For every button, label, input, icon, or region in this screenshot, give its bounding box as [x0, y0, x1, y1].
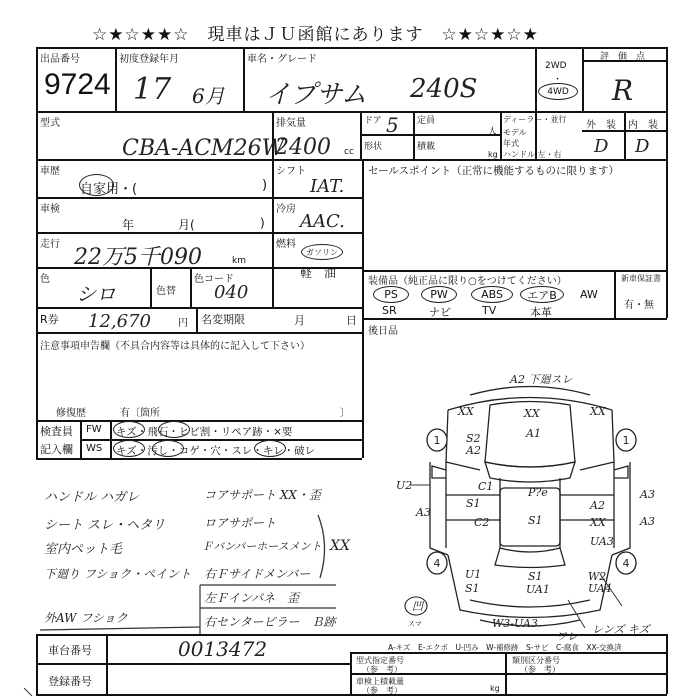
capacity-kg: kg	[490, 684, 500, 693]
shape-label: 形状	[364, 142, 383, 152]
remark-3: 室内ペット毛	[44, 542, 123, 557]
svg-text:凹: 凹	[412, 600, 423, 613]
int-label: 内 装	[628, 120, 658, 131]
ext-value: D	[594, 136, 609, 157]
class-no-label: 類別区分番号	[512, 656, 560, 665]
capacity-ref: （参 考）	[362, 686, 402, 695]
inspection-label: 車検	[40, 204, 60, 215]
eval-label: 評 価 点	[600, 52, 646, 62]
sales-label: セールスポイント（正常に機能するものに限ります）	[368, 165, 620, 177]
svg-text:S2: S2	[466, 432, 481, 445]
shift-value: IAT.	[310, 176, 345, 197]
model-label: モデル	[503, 128, 527, 137]
svg-text:A3: A3	[640, 515, 655, 528]
damage-legend: A-キズ E-エクボ U-凹み W-補修跡 S-サビ C-腐食 XX-交換済	[388, 643, 622, 652]
remark-4: 下廻り フショク・ペイント	[44, 567, 192, 581]
svg-text:XX: XX	[458, 405, 474, 418]
ac-value: AAC.	[300, 211, 345, 232]
guarantee-value: 有・無	[624, 300, 654, 311]
capacity-label: 車検上積載量	[356, 677, 404, 686]
int-value: D	[635, 136, 650, 157]
svg-text:S1: S1	[465, 582, 480, 595]
deadline-day: 日	[346, 314, 357, 327]
inspector-ws: WS	[86, 443, 103, 454]
lot-number: 9724	[44, 68, 111, 101]
lot-label: 出品番号	[40, 54, 80, 65]
remark-7: Ｆバンパーホースメント	[202, 540, 322, 553]
chassis-label: 車台番号	[48, 644, 92, 657]
svg-text:S1: S1	[528, 570, 543, 583]
history-value: 自家用・(	[80, 182, 138, 197]
model-name: イプサム	[265, 80, 367, 110]
color-value: シロ	[76, 282, 116, 306]
eval-value: R	[612, 74, 634, 107]
repair-close: 〕	[340, 408, 350, 419]
registration-label: 登録番号	[48, 675, 92, 688]
year-label: 年式	[503, 139, 519, 148]
type-no-ref: （参 考）	[362, 665, 402, 674]
class-no-ref: （参 考）	[520, 665, 560, 674]
svg-text:A2: A2	[466, 444, 481, 457]
kg-unit: kg	[488, 150, 498, 159]
fuel-value: ガソリン	[301, 244, 343, 260]
wd-dot: ・	[553, 75, 563, 85]
deadline-label: 名変期限	[201, 313, 245, 326]
equip-sr: SR	[382, 304, 397, 317]
svg-text:UA4: UA4	[588, 582, 612, 595]
cap-unit: 人	[488, 127, 498, 137]
svg-text:C1: C1	[478, 480, 494, 493]
wheel-rr-label: 4	[622, 557, 630, 570]
guarantee-label: 新車保証書	[621, 274, 661, 283]
svg-text:A2: A2	[590, 499, 605, 512]
svg-text:A1: A1	[526, 427, 541, 440]
colorcode-value: 040	[214, 282, 249, 303]
cc-unit: cc	[344, 147, 354, 157]
fuel-label: 燃料	[276, 239, 296, 250]
deadline-month: 月	[294, 314, 305, 327]
cc-label: 排気量	[276, 118, 306, 129]
svg-text:S1: S1	[528, 514, 543, 527]
chassis-value: 0013472	[178, 637, 268, 661]
reg-label: 初度登録年月	[119, 54, 179, 65]
svg-text:W3-UA3: W3-UA3	[492, 617, 538, 630]
reg-year: 17	[133, 72, 172, 107]
svg-text:U1: U1	[465, 568, 482, 581]
remark-2: シート スレ・ヘタリ	[44, 518, 166, 533]
equip-leather: 本革	[530, 306, 552, 319]
type-value: CBA-ACM26W	[122, 136, 285, 161]
equip-navi: ナビ	[429, 306, 451, 319]
repair-label: 修復歴	[56, 408, 86, 419]
remark-6: ロアサポート	[204, 516, 277, 530]
inspector-fw: FW	[86, 424, 102, 435]
equipment-label: 装備品（純正品に限り○をつけてください）	[368, 276, 567, 287]
equip-pw: PW	[421, 286, 457, 303]
equip-ps: PS	[373, 286, 409, 303]
inspector-row1: キズ・飛石・ヒビ割・リペア跡・×要	[116, 426, 293, 438]
r-ken-label: R券	[40, 313, 59, 326]
wheel-fl-label: 1	[433, 434, 441, 447]
r-ken-value: 12,670	[88, 311, 151, 332]
inspector-label-2: 記入欄	[40, 443, 73, 456]
svg-text:U2: U2	[396, 479, 413, 492]
svg-text:UA1: UA1	[526, 583, 550, 596]
door-label: ドア	[364, 116, 382, 126]
banner: ☆★☆★★☆ 現車はＪＵ函館にあります ☆★☆★☆★	[92, 25, 539, 45]
rear-seat-label: 後日品	[368, 326, 398, 337]
svg-text:UA3: UA3	[590, 535, 614, 548]
remark-5: コアサポート XX・歪	[204, 488, 321, 502]
mileage-label: 走行	[40, 239, 60, 250]
inspector-label-1: 検査員	[40, 425, 73, 438]
svg-text:A3: A3	[640, 488, 655, 501]
ac-label: 冷房	[276, 204, 296, 215]
svg-text:ワレ: ワレ	[556, 630, 578, 643]
svg-text:XX: XX	[590, 405, 606, 418]
svg-text:スマ: スマ	[408, 620, 422, 628]
color-label: 色	[40, 274, 50, 285]
inspection-month: 月(	[178, 218, 195, 232]
svg-text:A3: A3	[416, 506, 431, 519]
notes-label: 注意事項申告欄（不具合内容等は具体的に記入して下さい）	[40, 341, 310, 352]
svg-text:W2: W2	[588, 570, 607, 583]
svg-text:C2: C2	[474, 516, 490, 529]
remark-11: XX	[330, 538, 350, 554]
type-no-label: 型式指定番号	[356, 656, 404, 665]
door-value: 5	[386, 113, 399, 137]
inspection-year: 年	[122, 218, 135, 232]
remark-8: 右Ｆサイドメンバー	[204, 567, 311, 581]
svg-text:レンズ キズ: レンズ キズ	[592, 623, 650, 636]
grade: 240S	[410, 74, 478, 104]
name-label: 車名・グレード	[247, 54, 317, 65]
cap-label: 定員	[417, 116, 436, 126]
colorcode-label: 色コード	[194, 274, 234, 285]
load-label: 積載	[417, 142, 436, 152]
km-unit: km	[232, 256, 246, 266]
cc-value: 2400	[275, 135, 331, 160]
svg-text:S1: S1	[466, 497, 481, 510]
equip-abs: ABS	[471, 286, 513, 303]
wheel-rl-label: 4	[433, 557, 441, 570]
shift-label: シフト	[276, 166, 306, 177]
equip-aw: AW	[580, 288, 598, 301]
recolor-label: 色替	[156, 286, 176, 297]
remark-1: ハンドル ハガレ	[44, 490, 140, 505]
svg-text:P?e: P?e	[528, 486, 548, 499]
remark-12: 外AW フショク	[44, 611, 128, 625]
dealer-label: ディーラー・並行	[503, 115, 567, 124]
fuel-light: 軽 油	[300, 266, 337, 280]
remark-10: 右センターピラー Ｂ跡	[204, 615, 336, 629]
wheel-fr-label: 1	[622, 434, 630, 447]
r-ken-unit: 円	[178, 318, 188, 329]
remark-9: 左Ｆインパネ 歪	[204, 591, 300, 605]
history-label: 車歴	[40, 166, 60, 177]
svg-text:XX: XX	[524, 407, 540, 420]
equip-airbag: エアB	[520, 286, 564, 303]
wd-4: 4WD	[538, 83, 578, 100]
svg-text:XX: XX	[590, 516, 606, 529]
reg-month: 6月	[192, 84, 225, 108]
mark-a2-undercarriage: A2 下廻スレ	[510, 373, 573, 386]
repair-value: 有〔箇所	[120, 408, 160, 419]
type-label: 型式	[40, 118, 60, 129]
handle-label: ハンドル 左・右	[503, 150, 562, 159]
inspector-row2: キズ・汚し・コゲ・穴・スレ・キレ・破レ	[116, 445, 316, 457]
equip-tv: TV	[482, 304, 497, 317]
wd-2: 2WD	[545, 61, 567, 71]
ext-label: 外 装	[586, 120, 616, 131]
history-close: )	[262, 178, 268, 193]
mileage-value: 22万5千090	[74, 245, 202, 270]
